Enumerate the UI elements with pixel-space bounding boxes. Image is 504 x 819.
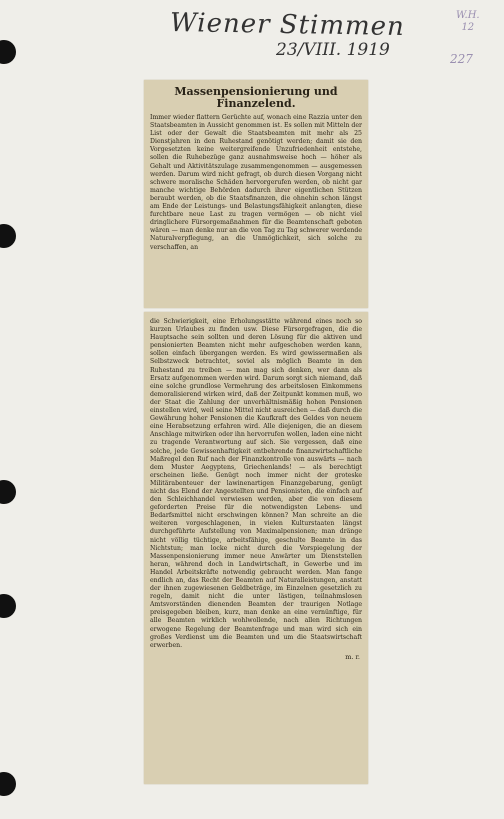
- article-text-part1: Immer wieder flattern Gerüchte auf, wonach eine Razzia unter den Staatsbeamten in Aussicht genommen ist. Es sollen mit Mitteln der List oder der Gewalt die Staatsbeamten mit mehr als 25 Dienstjahren in den Ruhestand genötigt werden; damit sie den Vorgesetzten keine weitergreifende Unzufriedenheit entstehe, sollen die Ruhebezüge ganz ausnahmsweise hoch — höher als Gehalt und Aktivitätszulage zusammengenommen — ausgemessen werden. Darum wird nicht gefragt, ob durch diesen Vorgang nicht schwere moralische Schäden hervorgerufen werden, ob nicht gar manche wichtige Behörden dadurch ihrer eigentlichen Stützen beraubt werden, ob die Staatsfinanzen, die ohnehin schon längst am Ende der Leistungs- und Belastungsfähigkeit anlangten, diese furchtbare neue Last zu tragen vermögen — ob nicht viel dringlichere Fürsorgemaßnahmen für die Beamtenschaft geboten wären — man denke nur an die von Tag zu Tag schwerer werdende Naturalverpflegung, an die Unmöglichkeit, sich solche zu verschaffen, an: [150, 114, 362, 251]
- punch-hole: [0, 594, 16, 618]
- punch-hole: [0, 40, 16, 64]
- archive-reference-line: 12: [461, 22, 475, 33]
- handwritten-source: Wiener Stimmen: [169, 7, 406, 43]
- page-number: 227: [450, 52, 473, 66]
- punch-hole: [0, 224, 16, 248]
- article-text-part2: die Schwierigkeit, eine Erholungsstätte während eines noch so kurzen Urlaubes zu finden usw. Diese Fürsorgefragen, die die Hauptsache sein sollten und deren Lösung für die aktiven und pensionierten Beamten nicht mehr aufgeschoben werden kann, sollen einfach übergangen werden. Es wird gewissermaßen als Selbstzweck betrachtet, soviel als möglich Beamte in den Ruhestand zu treiben — man mag sich denken, wer dann als Ersatz aufgenommen werden wird. Darum sorgt sich niemand, daß eine solche grundlose Vermehrung des arbeitslosen Einkommens demoralisierend wirken wird, daß der Zeitpunkt kommen muß, wo der Staat die Zahlung der unverhältnismäßig hohen Pensionen einstellen wird, weil seine Mittel nicht ausreichen — daß durch die Gewährung hoher Pensionen die Kaufkraft des Geldes von neuem eine Herabsetzung erfahren wird. Alle diejenigen, die an diesem Anschlage mitwirken oder ihn hervorrufen wollen, laden eine nicht zu tragende Verantwortung auf sich. Sie vergessen, daß eine solche, jede Gewissenhaftigkeit entbehrende finanzwirtschaftliche Maßregel den Ruf nach der Finanzkontrolle von auswärts — nach dem Muster Aegyptens, Griechenlands! — als berechtigt erscheinen ließe. Genügt noch immer nicht der groteske Militärabenteuer der lawinenartigen Finanzgebarung, genügt nicht das Elend der Angestellten und Pensionisten, die einfach auf den Schleichhandel verwiesen werden, aber die von diesem geforderten Preise für die notwendigsten Lebens- und Bedarfsmittel nicht erschwingen können? Man schreite an die weiteren vorgeschlagenen, in vielen Kulturstaaten längst durchgeführte Aufstellung von Maximalpensionen; man dränge nicht völlig tüchtige, arbeitsfähige, geschulte Beamte in das Nichtstun; man locke nicht durch die Vorspiegelung der Massenpensionierung immer neue Anwärter um Dienststellen heran, während doch in Landwirtschaft, in Gewerbe und im Handel Arbeitskräfte notwendig gebraucht werden. Man fange endlich an, das Recht der Beamten auf Naturalleistungen, anstatt der ihnen zugewiesenen Geldbeträge, im Einzelnen gesetzlich zu regeln, damit nicht die unter lästigen, teilnahmslosen Amtsvorständen dienenden Beamten der traurigen Notlage preisgegeben bleiben, kurz, man denke an eine vernünftige, für alle Beamten wirklich wohlwollende, nach allen Richtungen erwogene Regelung der Beamtenfrage und man wird sich ein großes Verdienst um die Beamten und um die Staatswirtschaft erwerben.: [150, 318, 362, 649]
- newspaper-clipping-top: [144, 80, 368, 308]
- archive-reference: [456, 10, 480, 34]
- article-signature: m. r.: [345, 652, 360, 661]
- article-title: Massenpensionierung und Finanzelend.: [174, 85, 338, 110]
- archive-reference-line: W.H.: [456, 10, 480, 21]
- handwritten-date: 23/VIII. 1919: [276, 40, 390, 60]
- punch-hole: [0, 772, 16, 796]
- newspaper-clipping-bottom: [144, 312, 368, 784]
- punch-hole: [0, 480, 16, 504]
